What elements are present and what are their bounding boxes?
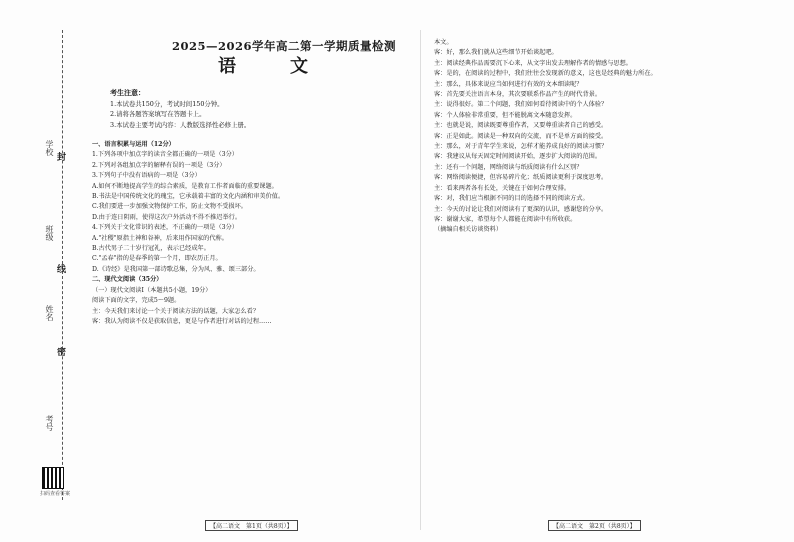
qr-caption: 扫码查看答案 (40, 491, 71, 497)
option-text: B.古代男子二十岁行冠礼，表示已经成年。 (92, 245, 210, 253)
question-text: 4.下列关于文化常识的表述，不正确的一项是（3分） (92, 224, 238, 232)
binding-margin (0, 0, 80, 542)
binding-label-school: 学校 (45, 140, 54, 156)
passage-source: （摘编自相关访谈资料） (434, 226, 503, 234)
notice-item: 3.本试卷主要考试内容：人教版选择性必修上册。 (110, 120, 251, 129)
passage-text: 客：我建议从每天固定时间阅读开始，逐步扩大阅读的范围。 (434, 153, 602, 161)
option-text: C.我们要进一步加强文物保护工作，防止文物不受损坏。 (92, 203, 247, 211)
passage-text: 主：也就是说，阅读既要尊重作者，又要尊重读者自己的感受。 (434, 122, 608, 130)
question-text: 1.下列各项中加点字的读音全都正确的一项是（3分） (92, 151, 238, 159)
passage-text: 客：好，那么我们就从这些细节开始谈起吧。 (434, 49, 558, 57)
qr-code[interactable] (42, 467, 64, 489)
passage-text: 本文。 (434, 39, 453, 46)
notice-item: 1.本试卷共150分，考试时间150分钟。 (110, 99, 224, 108)
binding-mark: 封 (57, 153, 67, 163)
question-text: 2.下列对各组加点字的解释有误的一项是（3分） (92, 161, 226, 169)
option-text: D.《诗经》是我国第一部诗歌总集，分为风、雅、颂三部分。 (92, 265, 260, 273)
passage-text: 客：个人体验非常重要，但不能脱离文本随意发挥。 (434, 111, 577, 119)
option-text: B.书法是中国传统文化的瑰宝，它承载着丰富的文化内涵和审美价值。 (92, 193, 285, 201)
passage-text: 客：网络阅读便捷，但容易碎片化；纸质阅读更利于深度思考。 (434, 174, 608, 182)
notice-item: 2.请将各题答案填写在答题卡上。 (110, 110, 206, 118)
page-footer-right: 【高二语文 第2页（共8页）】 (548, 520, 641, 531)
exam-title: 2025—2026学年高二第一学期质量检测 (172, 39, 397, 53)
passage-text: 客：首先要关注语言本身，其次要联系作品产生的时代背景。 (434, 91, 602, 99)
passage-text: 客：谢谢大家，希望每个人都能在阅读中有所收获。 (434, 215, 577, 223)
exam-notice (110, 88, 350, 130)
subsection-heading: （一）现代文阅读Ⅰ（本题共5小题，19分） (92, 286, 212, 294)
binding-mark: 密 (57, 348, 67, 358)
option-text: A.如何不断地提高学生的综合素质，是教育工作者面临的重要课题。 (92, 182, 278, 190)
passage-text: 主：那么，具体来说应当如何进行有效的文本细读呢？ (434, 80, 583, 88)
passage-text: 主：今天我们来讨论一个关于阅读方法的话题，大家怎么看？ (92, 307, 260, 315)
section-heading: 二、现代文阅读（35分） (92, 276, 163, 284)
question-text: 3.下列句子中没有语病的一项是（3分） (92, 172, 201, 180)
left-column (92, 140, 410, 327)
passage-text: 主：还有一个问题，网络阅读与纸质阅读有什么区别？ (434, 163, 583, 171)
instruction-text: 阅读下面的文字，完成5～9题。 (92, 297, 181, 305)
binding-mark: 线 (57, 265, 67, 275)
option-text: A."社稷"原指土神和谷神，后来用作国家的代称。 (92, 234, 228, 242)
notice-heading: 考生注意： (110, 88, 145, 97)
column-divider (420, 30, 421, 530)
subject-title: 语 文 (218, 56, 326, 77)
passage-text: 客：我认为阅读不仅是获取信息，更是与作者进行对话的过程…… (92, 317, 272, 325)
passage-text: 客：正是如此。阅读是一种双向的交流，而不是单方面的接受。 (434, 132, 608, 140)
passage-text: 客：是的，在阅读的过程中，我们往往会发现新的意义，这也是经典的魅力所在。 (434, 70, 657, 78)
passage-text: 主：阅读经典作品需要沉下心来，从文字出发去理解作者的情感与思想。 (434, 59, 632, 67)
section-heading: 一、语言积累与运用（12分） (92, 141, 175, 148)
right-column (434, 38, 756, 236)
passage-text: 主：那么，对于青年学生来说，怎样才能养成良好的阅读习惯？ (434, 143, 608, 151)
page-footer-left: 【高二语文 第1页（共8页）】 (205, 520, 298, 531)
binding-label-name: 姓名 (45, 305, 54, 321)
option-text: C."孟春"指的是春季的第一个月，即农历正月。 (92, 255, 222, 263)
passage-text: 主：今天的讨论让我们对阅读有了更深的认识，感谢您的分享。 (434, 205, 608, 213)
binding-label-class: 班级 (45, 225, 54, 241)
binding-label-id: 考号 (45, 415, 54, 431)
option-text: D.由于连日阴雨，使得这次户外活动不得不推迟举行。 (92, 213, 242, 221)
passage-text: 主：看来两者各有长处，关键在于如何合理安排。 (434, 184, 571, 192)
passage-text: 主：说得很好。第二个问题，我们如何看待阅读中的个人体验？ (434, 101, 608, 109)
passage-text: 客：对，我们应当根据不同的目的选择不同的阅读方式。 (434, 195, 589, 203)
